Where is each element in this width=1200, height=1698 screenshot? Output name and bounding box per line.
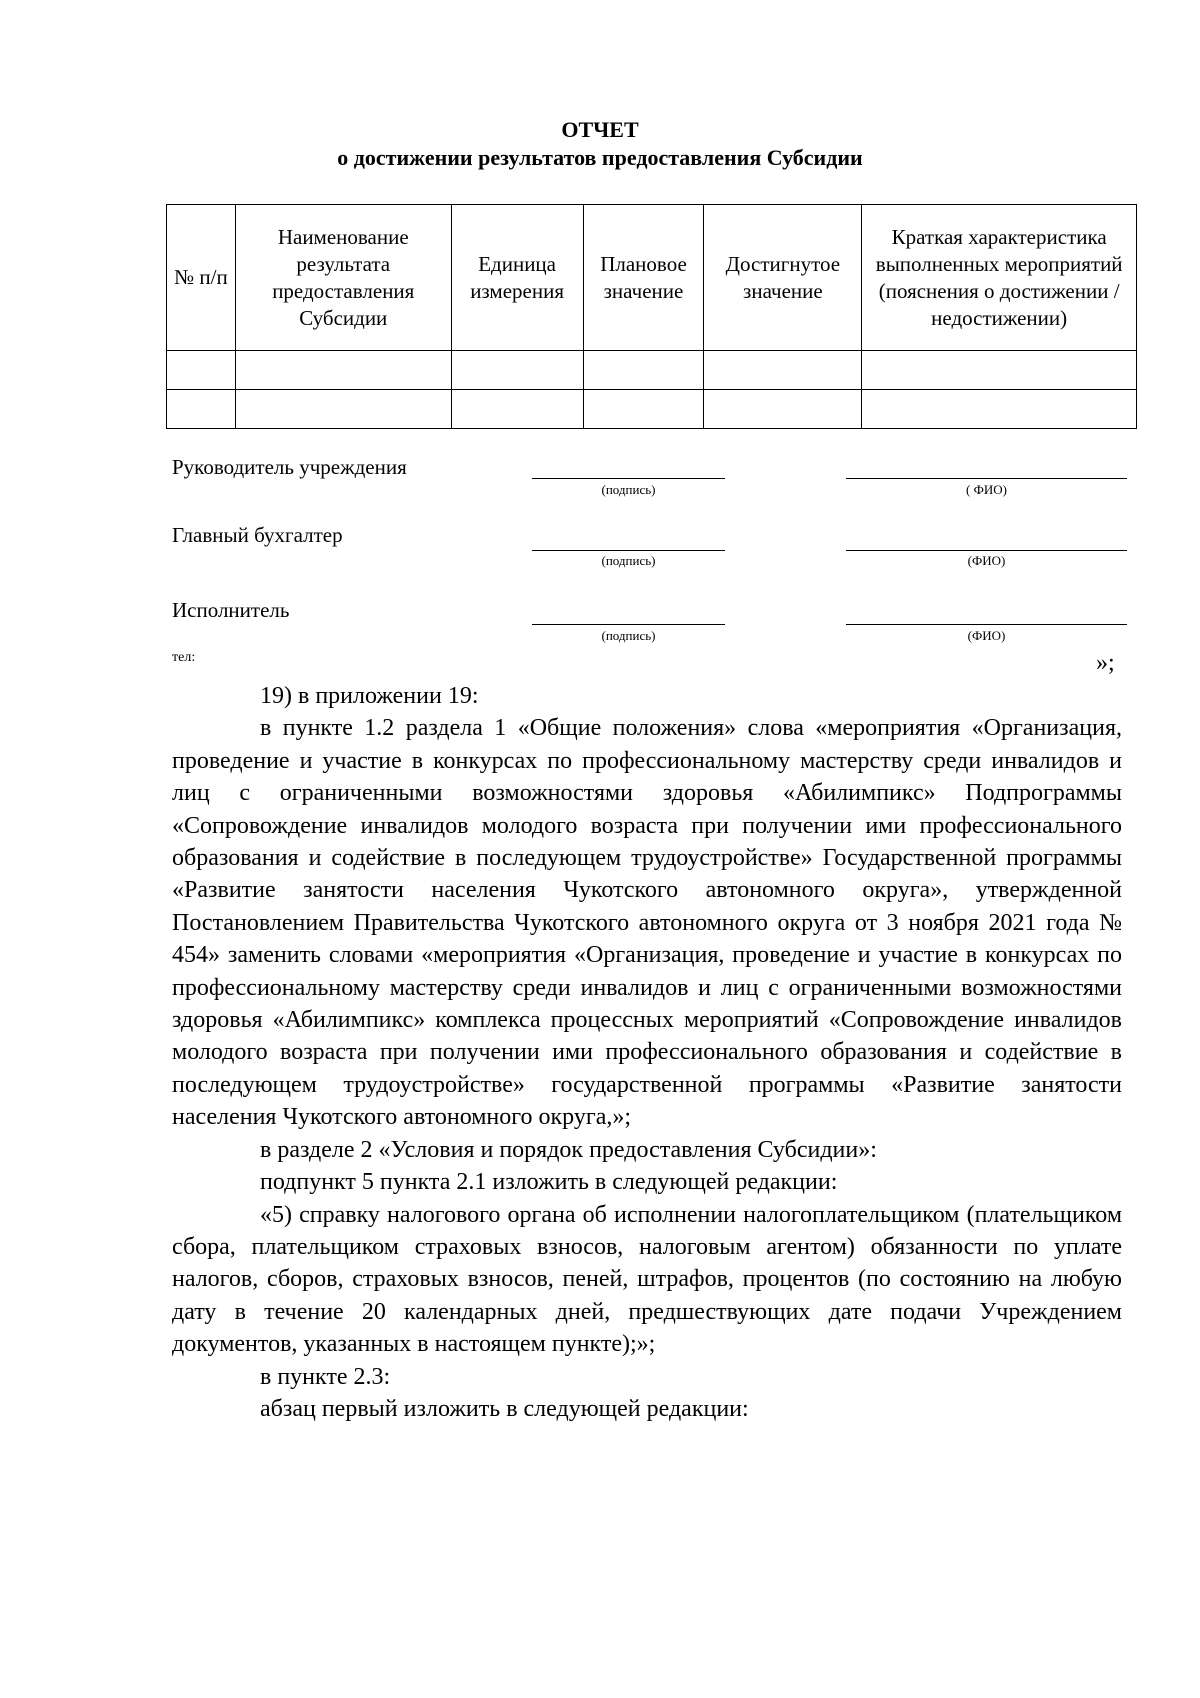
paragraph: абзац первый изложить в следующей редакции: <box>260 1395 749 1422</box>
table-cell <box>862 390 1137 429</box>
document-body <box>172 680 1122 1425</box>
paragraph: в разделе 2 «Условия и порядок предоставления Субсидии»: <box>260 1136 877 1163</box>
header-achieved-value: Достигнутое значение <box>704 205 862 351</box>
accountant-name-caption: (ФИО) <box>967 553 1006 568</box>
accountant-name-line <box>846 550 1127 551</box>
table-cell <box>235 390 451 429</box>
head-signature-caption: (подпись) <box>601 482 656 497</box>
table-cell <box>704 390 862 429</box>
table-cell <box>583 390 704 429</box>
executor-signature-caption: (подпись) <box>601 628 656 643</box>
executor-signature-line <box>532 624 725 625</box>
head-signature-line <box>532 478 725 479</box>
tel-label: тел: <box>172 650 196 665</box>
table-row <box>167 390 1137 429</box>
closing-quote: »; <box>1096 650 1115 676</box>
header-description: Краткая характеристика выполненных мероприятий (пояснения о достижении / недостижении) <box>862 205 1137 351</box>
head-name-caption: ( ФИО) <box>966 482 1007 497</box>
head-label: Руководитель учреждения <box>172 455 407 479</box>
executor-name-caption: (ФИО) <box>967 628 1006 643</box>
document-subtitle: о достижении результатов предоставления Субсидии <box>337 145 863 170</box>
table-cell <box>167 351 236 390</box>
header-planned-value: Плановое значение <box>583 205 704 351</box>
table-cell <box>583 351 704 390</box>
table-cell <box>451 390 583 429</box>
paragraph: подпункт 5 пункта 2.1 изложить в следующей редакции: <box>260 1169 838 1196</box>
header-result-name: Наименование результата предоставления Субсидии <box>235 205 451 351</box>
head-name-line <box>846 478 1127 479</box>
accountant-signature-line <box>532 550 725 551</box>
table-cell <box>704 351 862 390</box>
paragraph: «5) справку налогового органа об исполнении налогоплательщиком (плательщиком сбора, плательщиком страховых взносов, налоговым агентом) обязанности по уплате налогов, сборов, страховых взносов, пеней, штрафов, процентов (по состоянию на любую дату в течение 20 календарных дней, предшествующих дате подачи Учреждением документов, указанных в настоящем пункте);»; <box>172 1201 1122 1358</box>
table-cell <box>167 390 236 429</box>
paragraph: в пункте 2.3: <box>260 1363 391 1390</box>
table-header-row <box>167 205 1137 351</box>
accountant-label: Главный бухгалтер <box>172 523 343 547</box>
paragraph: 19) в приложении 19: <box>260 683 479 709</box>
executor-label: Исполнитель <box>172 598 290 622</box>
paragraph: в пункте 1.2 раздела 1 «Общие положения» слова «мероприятия «Организация, проведение и участие в конкурсах по профессиональному мастерству среди инвалидов и лиц с ограниченными возможностями здоровья «Абилимпикс» Подпрограммы «Сопровождение инвалидов молодого возраста при получении ими профессионального образования и содействие в последующем трудоустройстве» Государственной программы «Развитие занятости населения Чукотского автономного округа», утвержденной Постановлением Правительства Чукотского автономного округа от 3 ноября 2021 года № 454» заменить словами «мероприятия «Организация, проведение и участие в конкурсах по профессиональному мастерству среди инвалидов и лиц с ограниченными возможностями здоровья «Абилимпикс» комплекса процессных мероприятий «Сопровождение инвалидов молодого возраста при получении ими профессионального образования и содействие в последующем трудоустройстве» государственной программы «Развитие занятости населения Чукотского автономного округа,»; <box>172 715 1122 1131</box>
header-number: № п/п <box>167 205 236 351</box>
table-cell <box>862 351 1137 390</box>
table-cell <box>451 351 583 390</box>
report-table <box>166 204 1137 429</box>
table-row <box>167 351 1137 390</box>
header-unit: Единица измерения <box>451 205 583 351</box>
accountant-signature-caption: (подпись) <box>601 553 656 568</box>
executor-name-line <box>846 624 1127 625</box>
table-cell <box>235 351 451 390</box>
document-title: ОТЧЕТ <box>561 117 639 142</box>
